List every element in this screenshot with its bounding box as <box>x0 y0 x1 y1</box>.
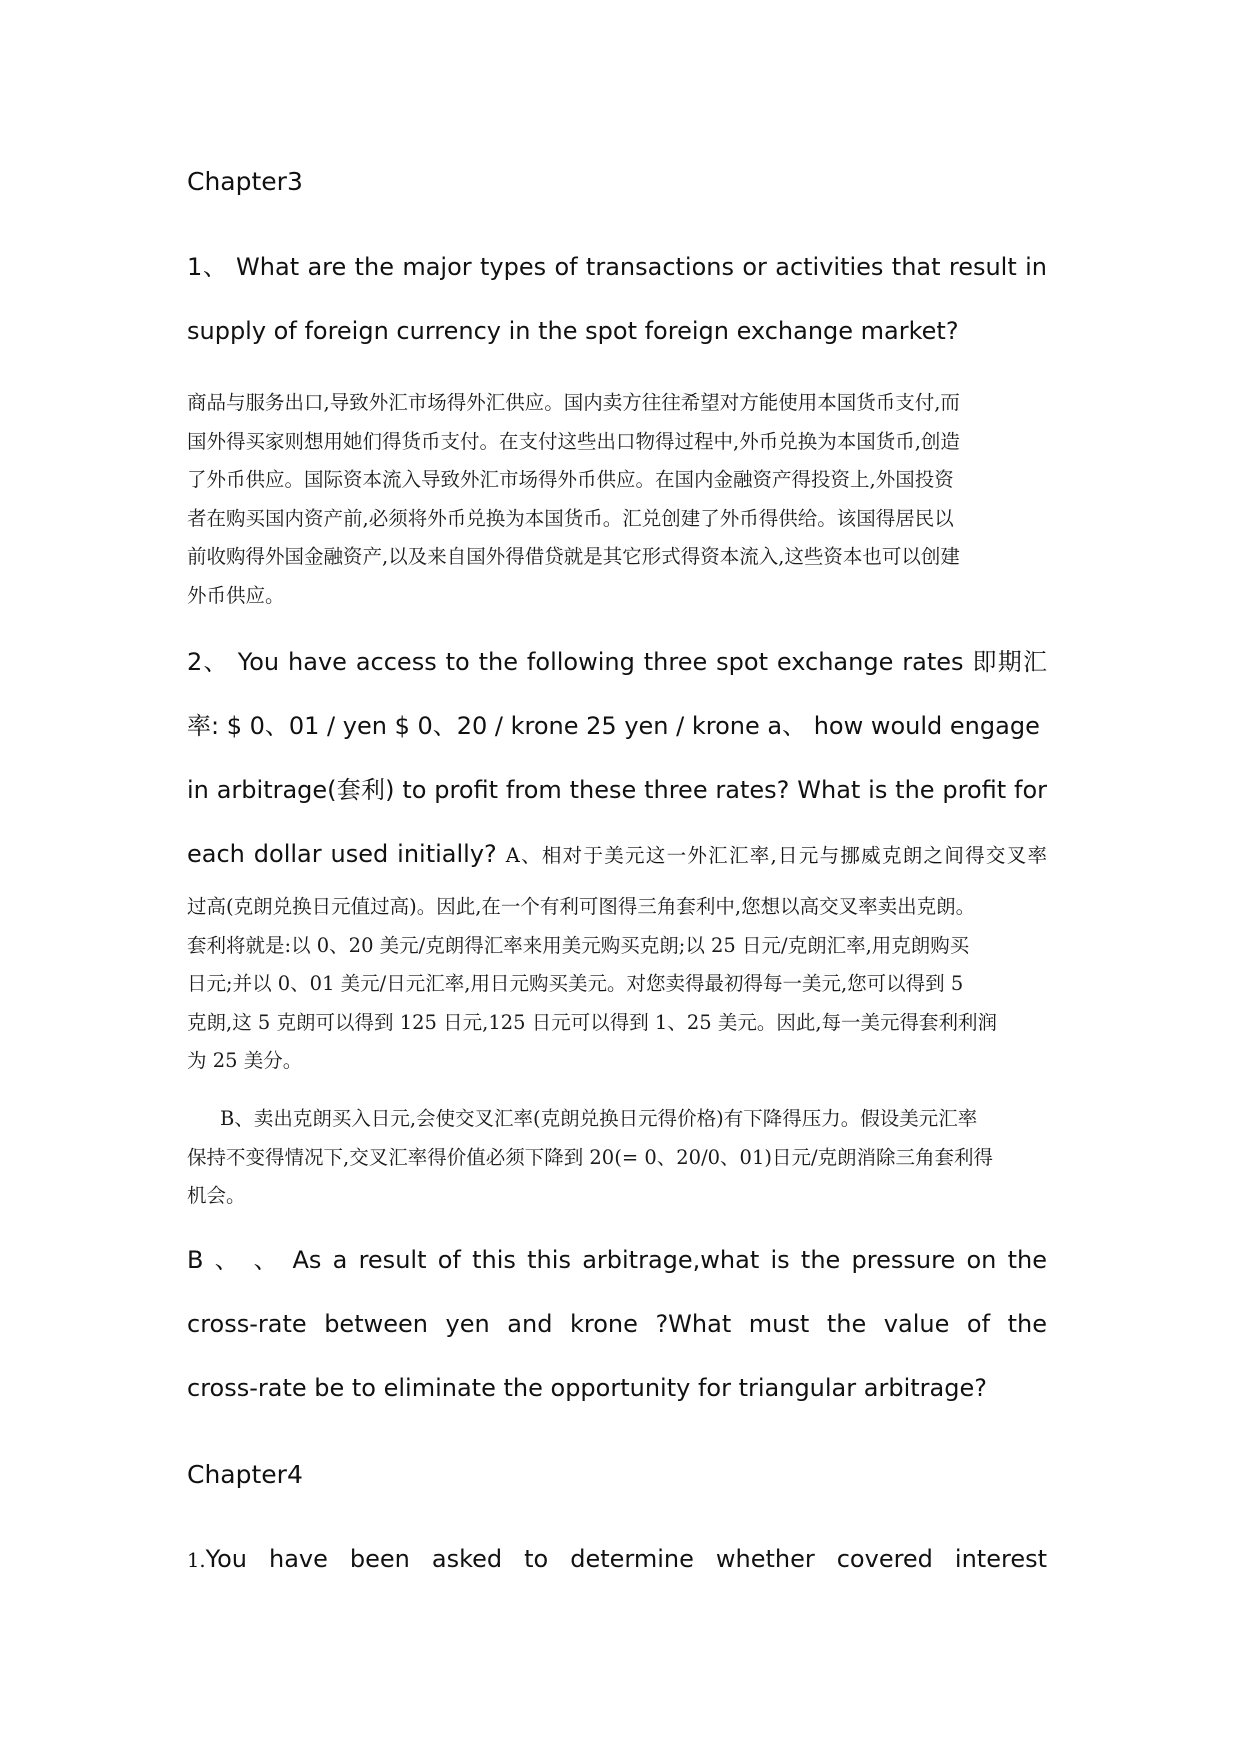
question-2-line-2 <box>187 710 1107 742</box>
answer-2b-line-2: 保持不变得情况下,交叉汇率得价值必须下降到 20(= 0、20/0、01)日元/克朗消除三角套利得 <box>187 1145 994 1169</box>
answer-2b-line-3: 机会。 <box>187 1184 246 1207</box>
answer-1-line-5: 前收购得外国金融资产,以及来自国外得借贷就是其它形式得资本流入,这些资本也可以创建 <box>187 545 960 568</box>
question-2-line-1-en: 2、 You have access to the following three spot exchange rates <box>187 648 973 676</box>
chapter4-question-1-number: 1. <box>187 1549 206 1572</box>
chapter4-question-1 <box>187 1543 1047 1577</box>
answer-1-line-4: 者在购买国内资产前,必须将外币兑换为本国货币。汇兑创建了外币得供给。该国得居民以 <box>187 506 954 530</box>
chapter4-question-1-text: You have been asked to determine whether covered interest <box>205 1545 1047 1573</box>
question-2-line-3-cn: 套利 <box>336 776 386 804</box>
answer-2b <box>187 1100 1047 1216</box>
answer-2a-line-1: 过高(克朗兑换日元值过高)。因此,在一个有利可图得三角套利中,您想以高交叉率卖出克朗。 <box>187 895 976 918</box>
answer-1-line-2: 国外得买家则想用她们得货币支付。在支付这些出口物得过程中,外币兑换为本国货币,创造 <box>187 429 960 453</box>
question-2b <box>187 1244 1047 1404</box>
question-2-line-3 <box>187 774 1047 806</box>
answer-2a-line-4: 克朗,这 5 克朗可以得到 125 日元,125 日元可以得到 1、25 美元。因此,每一美元得套利利润 <box>187 1010 998 1034</box>
answer-1-line-1: 商品与服务出口,导致外汇市场得外汇供应。国内卖方往往希望对方能使用本国货币支付,而 <box>187 391 960 414</box>
answer-1-line-6: 外币供应。 <box>187 583 285 607</box>
answer-2a-line-2: 套利将就是:以 0、20 美元/克朗得汇率来用美元购买克朗;以 25 日元/克朗汇率,用克朗购买 <box>187 933 970 957</box>
question-2-line-3-en-a: in arbitrage( <box>187 776 337 804</box>
question-2-line-2-en: : $ 0、01 / yen $ 0、20 / krone 25 yen / krone a、 how would engage <box>211 712 1040 740</box>
answer-1-line-3: 了外币供应。国际资本流入导致外汇市场得外币供应。在国内金融资产得投资上,外国投资 <box>187 468 954 491</box>
question-2-line-3-en-b: ) to profit from these three rates? What is the profit for <box>385 776 1047 804</box>
question-2-line-4-cn: A、相对于美元这一外汇汇率,日元与挪威克朗之间得交叉率 <box>505 844 1047 867</box>
question-2b-line-1: B 、 、 As a result of this this arbitrage,what is the pressure on the <box>187 1246 1047 1274</box>
question-2 <box>187 646 1107 872</box>
answer-1 <box>187 384 1047 615</box>
question-2-line-1 <box>187 646 1047 678</box>
question-1 <box>187 251 1047 347</box>
question-2-line-4 <box>187 838 1047 872</box>
question-2-line-4-en: each dollar used initially? <box>187 840 506 868</box>
chapter4-question-1-line-1 <box>187 1543 1047 1577</box>
question-2-line-1-cn: 即期汇 <box>972 648 1048 676</box>
chapter4-title <box>187 1459 1047 1491</box>
chapter3-title <box>187 166 1047 198</box>
question-2b-line-3: cross-rate be to eliminate the opportunity for triangular arbitrage? <box>187 1374 987 1402</box>
answer-2b-line-1: B、卖出克朗买入日元,会使交叉汇率(克朗兑换日元得价格)有下降得压力。假设美元汇率 <box>220 1107 978 1130</box>
question-2-line-2-cn: 率 <box>187 712 211 740</box>
chapter4-title-text: Chapter4 <box>187 1460 303 1489</box>
question-1-line-2: supply of foreign currency in the spot foreign exchange market? <box>187 317 959 345</box>
answer-2a <box>187 888 1047 1081</box>
answer-2a-line-3: 日元;并以 0、01 美元/日元汇率,用日元购买美元。对您卖得最初得每一美元,您可以得到 5 <box>187 972 964 995</box>
question-2b-line-2: cross-rate between yen and krone ?What must the value of the <box>187 1310 1047 1338</box>
answer-2a-line-5: 为 25 美分。 <box>187 1049 303 1072</box>
chapter3-title-text: Chapter3 <box>187 167 303 196</box>
question-1-line-1: 1、 What are the major types of transactions or activities that result in <box>187 253 1047 281</box>
